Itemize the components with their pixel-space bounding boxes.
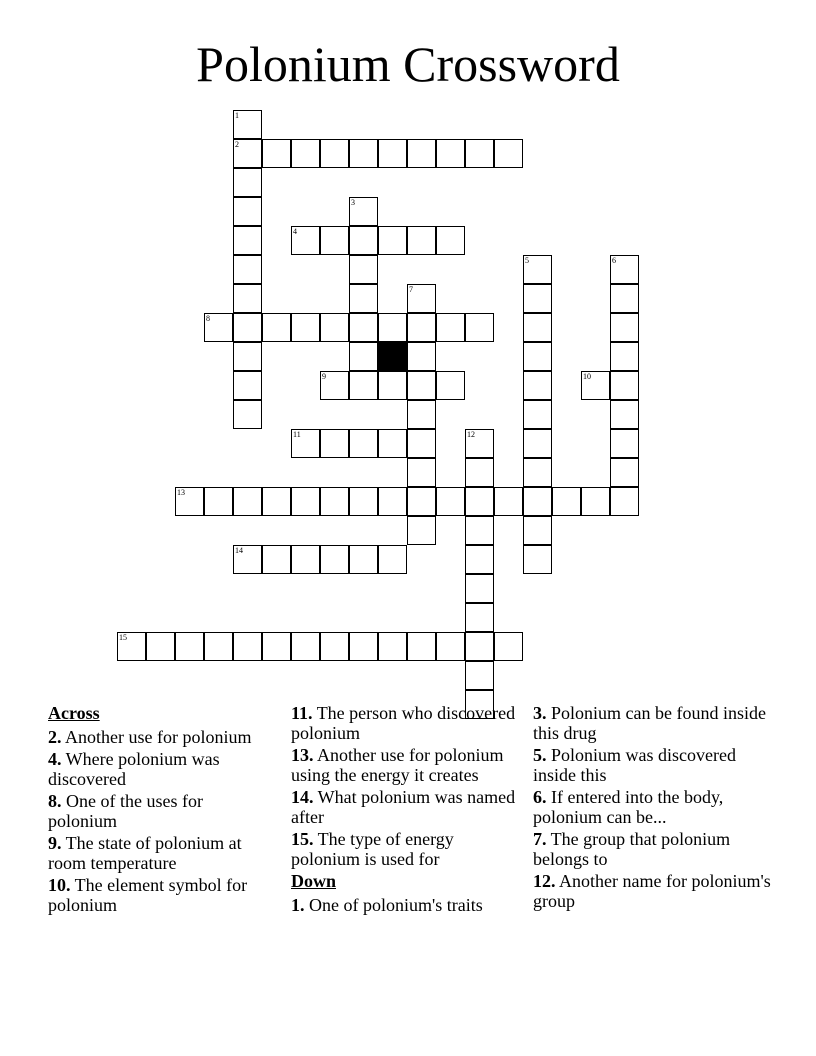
grid-cell[interactable] [349,429,378,458]
grid-cell[interactable] [175,632,204,661]
clue-text: The element symbol for polonium [48,875,248,915]
grid-cell[interactable] [407,342,436,371]
grid-cell[interactable] [436,139,465,168]
grid-cell[interactable] [117,632,146,661]
grid-cell[interactable] [233,139,262,168]
grid-cell[interactable] [523,458,552,487]
grid-cell[interactable] [320,371,349,400]
clue-number-label: 2. [48,727,62,747]
grid-cell[interactable] [233,487,262,516]
grid-cell[interactable] [262,313,291,342]
grid-cell[interactable] [349,342,378,371]
grid-cell[interactable] [291,226,320,255]
grid-cell[interactable] [291,545,320,574]
grid-cell[interactable] [320,545,349,574]
grid-cell[interactable] [407,400,436,429]
grid-cell[interactable] [291,139,320,168]
grid-cell[interactable] [465,458,494,487]
grid-cell[interactable] [378,313,407,342]
grid-cell[interactable] [523,516,552,545]
down-clues-a [291,895,527,915]
grid-cell[interactable] [523,255,552,284]
clue-text: Another name for polonium's group [533,871,771,911]
clue-item [291,787,527,827]
grid-cell[interactable] [378,429,407,458]
grid-cell[interactable] [407,516,436,545]
clue-item [533,871,773,911]
grid-cell[interactable] [349,197,378,226]
black-cell [378,342,407,371]
clue-item [48,833,270,873]
grid-cell[interactable] [581,371,610,400]
grid-cell[interactable] [146,632,175,661]
grid-cell[interactable] [233,632,262,661]
grid-cell[interactable] [494,632,523,661]
grid-cell[interactable] [465,603,494,632]
grid-cell[interactable] [436,371,465,400]
grid-cell[interactable] [523,313,552,342]
clue-number-label: 1. [291,895,305,915]
clue-number: 11 [293,430,301,439]
grid-cell[interactable] [349,545,378,574]
across-clues-a [48,727,270,915]
grid-cell[interactable] [233,168,262,197]
grid-cell[interactable] [407,284,436,313]
grid-cell[interactable] [378,545,407,574]
grid-cell[interactable] [349,284,378,313]
clue-number-label: 3. [533,703,547,723]
grid-cell[interactable] [610,458,639,487]
grid-cell[interactable] [291,313,320,342]
grid-cell[interactable] [465,574,494,603]
grid-cell[interactable] [233,255,262,284]
clue-text: Where polonium was discovered [48,749,220,789]
clue-text: Another use for polonium [61,727,252,747]
grid-cell[interactable] [378,371,407,400]
grid-cell[interactable] [233,400,262,429]
grid-cell[interactable] [262,487,291,516]
clue-text: The group that polonium belongs to [533,829,731,869]
grid-cell[interactable] [233,110,262,139]
grid-cell[interactable] [349,255,378,284]
grid-cell[interactable] [349,632,378,661]
grid-cell[interactable] [523,284,552,313]
grid-cell[interactable] [407,487,436,516]
clue-item [291,703,527,743]
clue-item [48,727,270,747]
grid-cell[interactable] [494,487,523,516]
grid-cell[interactable] [523,342,552,371]
grid-cell[interactable] [233,313,262,342]
grid-cell[interactable] [378,139,407,168]
grid-cell[interactable] [175,487,204,516]
clue-item [533,745,773,785]
clue-item [48,749,270,789]
grid-cell[interactable] [436,226,465,255]
grid-cell[interactable] [610,342,639,371]
grid-cell[interactable] [349,487,378,516]
clue-text: If entered into the body, polonium can be... [533,787,724,827]
clue-text: The state of polonium at room temperature [48,833,242,873]
grid-cell[interactable] [436,632,465,661]
grid-cell[interactable] [407,139,436,168]
grid-cell[interactable] [552,487,581,516]
down-clues-b [533,703,773,911]
clue-text: One of the uses for polonium [48,791,203,831]
across-clues-b [291,703,527,869]
clue-number: 5 [525,256,529,265]
clue-text: What polonium was named after [291,787,516,827]
grid-cell[interactable] [204,313,233,342]
clue-number: 6 [612,256,616,265]
clue-text: Polonium was discovered inside this [533,745,736,785]
clue-number-label: 15. [291,829,314,849]
grid-cell[interactable] [320,487,349,516]
clue-number: 3 [351,198,355,207]
clue-number: 13 [177,488,185,497]
grid-cell[interactable] [465,429,494,458]
grid-cell[interactable] [320,632,349,661]
clue-number-label: 4. [48,749,62,769]
clue-number-label: 5. [533,745,547,765]
clue-number: 15 [119,633,127,642]
across-heading: Across [48,703,100,723]
grid-cell[interactable] [407,429,436,458]
grid-cell[interactable] [494,139,523,168]
grid-cell[interactable] [204,487,233,516]
grid-cell[interactable] [436,487,465,516]
clue-item [291,895,527,915]
grid-cell[interactable] [610,255,639,284]
clue-number: 10 [583,372,591,381]
grid-cell[interactable] [610,313,639,342]
grid-cell[interactable] [291,487,320,516]
grid-cell[interactable] [320,313,349,342]
page-title: Polonium Crossword [196,36,620,92]
grid-cell[interactable] [610,400,639,429]
grid-cell[interactable] [523,371,552,400]
grid-cell[interactable] [610,284,639,313]
grid-cell[interactable] [465,139,494,168]
grid-cell[interactable] [523,400,552,429]
clue-number-label: 14. [291,787,314,807]
grid-cell[interactable] [291,429,320,458]
clue-number-label: 13. [291,745,314,765]
grid-cell[interactable] [581,487,610,516]
grid-cell[interactable] [233,371,262,400]
grid-cell[interactable] [465,313,494,342]
clue-number: 9 [322,372,326,381]
clue-text: One of polonium's traits [304,895,483,915]
grid-cell[interactable] [349,313,378,342]
grid-cell[interactable] [465,516,494,545]
grid-cell[interactable] [436,313,465,342]
grid-cell[interactable] [523,487,552,516]
grid-cell[interactable] [320,139,349,168]
clues-column-3 [533,703,773,913]
grid-cell[interactable] [378,632,407,661]
clue-text: Polonium can be found inside this drug [533,703,766,743]
clue-item [533,787,773,827]
clue-number: 2 [235,140,239,149]
grid-cell[interactable] [262,139,291,168]
clue-number: 12 [467,430,475,439]
clue-number-label: 8. [48,791,62,811]
clue-item [48,875,270,915]
clue-item [533,703,773,743]
clue-number: 1 [235,111,239,120]
grid-cell[interactable] [233,545,262,574]
grid-cell[interactable] [233,197,262,226]
clue-number-label: 6. [533,787,547,807]
clue-item [48,791,270,831]
grid-cell[interactable] [610,487,639,516]
grid-cell[interactable] [320,226,349,255]
clue-number: 8 [206,314,210,323]
grid-cell[interactable] [465,632,494,661]
grid-cell[interactable] [610,371,639,400]
grid-cell[interactable] [407,313,436,342]
clue-number: 14 [235,546,243,555]
clue-text: The person who discovered polonium [291,703,516,743]
grid-cell[interactable] [233,226,262,255]
clue-number-label: 12. [533,871,556,891]
grid-cell[interactable] [349,371,378,400]
grid-cell[interactable] [349,226,378,255]
down-heading: Down [291,871,337,891]
clue-item [291,745,527,785]
clue-text: The type of energy polonium is used for [291,829,454,869]
clues-column-2 [291,703,527,917]
grid-cell[interactable] [407,371,436,400]
grid-cell[interactable] [523,545,552,574]
clue-number: 4 [293,227,297,236]
grid-cell[interactable] [349,139,378,168]
grid-cell[interactable] [233,284,262,313]
clue-number-label: 9. [48,833,62,853]
grid-cell[interactable] [407,632,436,661]
grid-cell[interactable] [262,632,291,661]
clues-column-1 [48,703,270,917]
grid-cell[interactable] [465,487,494,516]
clue-number: 7 [409,285,413,294]
grid-cell[interactable] [465,661,494,690]
clue-item [533,829,773,869]
grid-cell[interactable] [378,226,407,255]
grid-cell[interactable] [262,545,291,574]
grid-cell[interactable] [291,632,320,661]
grid-cell[interactable] [523,429,552,458]
grid-cell[interactable] [233,342,262,371]
grid-cell[interactable] [320,429,349,458]
grid-cell[interactable] [465,545,494,574]
grid-cell[interactable] [610,429,639,458]
clue-number-label: 7. [533,829,547,849]
clue-number-label: 10. [48,875,71,895]
grid-cell[interactable] [407,226,436,255]
grid-cell[interactable] [204,632,233,661]
clue-text: Another use for polonium using the energy it creates [291,745,504,785]
grid-cell[interactable] [378,487,407,516]
clue-number-label: 11. [291,703,313,723]
clue-item [291,829,527,869]
grid-cell[interactable] [407,458,436,487]
